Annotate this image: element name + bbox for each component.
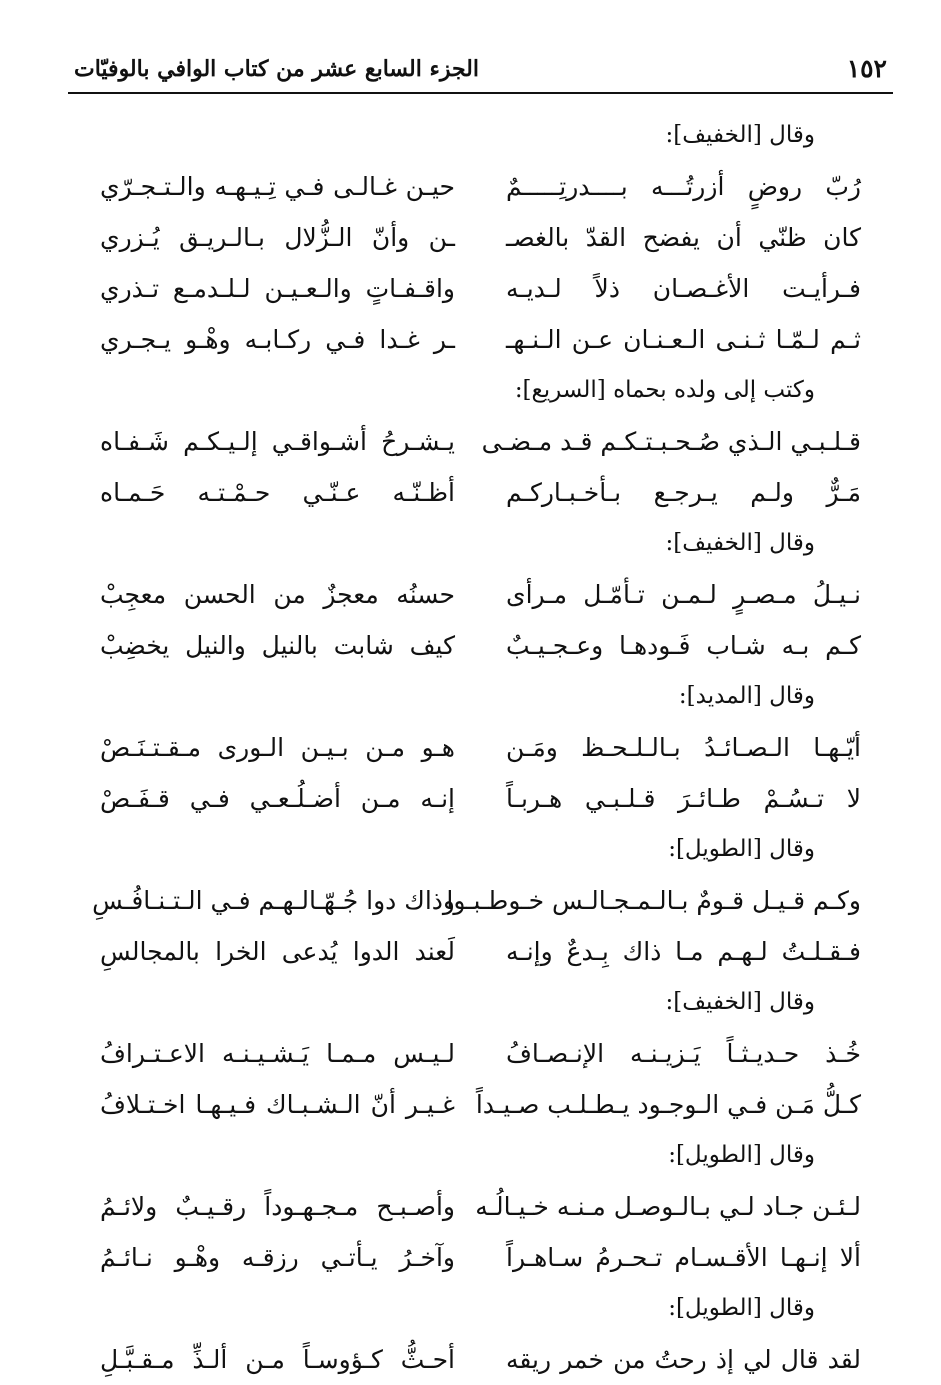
section-intro: وقال [المديد]:	[678, 683, 815, 709]
section-intro: وقال [الطويل]:	[668, 1295, 815, 1321]
verse-line	[100, 212, 861, 263]
first-hemistich: خُـذ حـديـثـاً يَـزيـنـه الإنـصـافُ	[506, 1039, 861, 1068]
first-hemistich: لقد قال لي إذ رحتُ من خمر ريقه	[506, 1345, 861, 1374]
second-hemistich: أظـنّـه عـنّـي حـمْـتـه حَـمـاه	[100, 478, 455, 507]
first-hemistich: فـقـلـتُ لـهـم مـا ذاك بِـدعٌ وإنـه	[506, 937, 861, 966]
first-hemistich: ثـم لـمّـا ثـنـى الـعـنـان عـن الـنـهـ	[506, 325, 861, 354]
second-hemistich: وآخـرُ يـأتـي رزقـه وهْـو نـائـمُ	[100, 1243, 455, 1272]
poem-section	[100, 1130, 861, 1283]
second-hemistich: ـن وأنّ الـزُّلال بـالـريـق يُـزري	[100, 223, 455, 252]
running-title: الجزء السابع عشر من كتاب الوافي بالوفيّات	[74, 56, 479, 82]
poem-section	[100, 671, 861, 824]
second-hemistich: كيف شابت بالنيل والنيل يخضِبْ	[100, 631, 455, 660]
poem-section	[100, 110, 861, 365]
verse-line	[100, 1334, 861, 1385]
first-hemistich: فـرأيـت الأغـصـان ذلاً لـديـه	[506, 274, 861, 303]
verse-line	[100, 467, 861, 518]
second-hemistich: يـشـرحُ أشـواقـي إلـيـكـم شَـفـاه	[100, 427, 455, 456]
section-intro: وقال [الخفيف]:	[665, 530, 815, 556]
verse-line	[100, 1079, 861, 1130]
second-hemistich: حيـن غـالـى فـي تِـيـهـه والـتـجـرّي	[100, 172, 455, 201]
second-hemistich: لَعند الدوا يُدعى الخرا بالمجالسِ	[100, 937, 455, 966]
verse-line	[100, 569, 861, 620]
verse-line	[100, 620, 861, 671]
page-number: ١٥٢	[846, 54, 887, 83]
second-hemistich: إنـه مـن أضـلُـعـي فـي قـفَـصْ	[100, 784, 455, 813]
section-intro: وقال [الطويل]:	[668, 836, 815, 862]
second-hemistich: ـر غـدا فـي ركـابـه وهْـو يـجـري	[100, 325, 455, 354]
first-hemistich: كـلُّ مَـن فـي الـوجـود يـطـلـب صـيـداً	[475, 1090, 861, 1119]
verse-line	[100, 314, 861, 365]
second-hemistich: أحـثُّ كـؤوسـاً مـن ألـذِّ مـقـبَّـلِ	[100, 1345, 455, 1374]
first-hemistich: لا تـسُـمْ طـائـرَ قـلـبـي هـربـاً	[506, 784, 861, 813]
poem-section	[100, 977, 861, 1130]
section-intro: وقال [الطويل]:	[668, 1142, 815, 1168]
first-hemistich: كـم بـه شـاب فَـودهـا وعـجـيـبٌ	[506, 631, 861, 660]
verse-line	[100, 416, 861, 467]
verse-line	[100, 722, 861, 773]
section-intro: وقال [الخفيف]:	[665, 122, 815, 148]
first-hemistich: مَـرٌّ ولـم يـرجـع بـأخـبـاركـم	[506, 478, 861, 507]
second-hemistich: وذاك دوا جُـهّـالـهـم فـي الـتـنـافُـسِ	[92, 886, 455, 915]
verse-line	[100, 263, 861, 314]
first-hemistich: نـيـلُ مـصـرٍ لـمـن تـأمّـل مـرأى	[506, 580, 861, 609]
first-hemistich: أيّـهـا الـصـائـدُ بـالـلـحـظ ومَـن	[506, 733, 861, 762]
page-header	[68, 44, 893, 94]
second-hemistich: واقـفـاتٍ والـعـيـن لـلـدمـع تـذري	[100, 274, 455, 303]
first-hemistich: لـئـن جـاد لـي بـالـوصـل مـنـه خـيـالُـه	[475, 1192, 861, 1221]
poem-section	[100, 1283, 861, 1385]
second-hemistich: وأصـبـح مـجـهـوداً رقـيـبٌ ولائـمُ	[100, 1192, 455, 1221]
verse-line	[100, 1232, 861, 1283]
first-hemistich: قـلـبـي الـذي صُـحـبـتـكـم قـد مـضـى	[481, 427, 861, 456]
second-hemistich: لـيـس مـمـا يَـشـيـنـه الاعـتـرافُ	[100, 1039, 455, 1068]
verse-line	[100, 773, 861, 824]
poem-section	[100, 365, 861, 518]
first-hemistich: ألا إنـهـا الأقـسـام تـحـرمُ سـاهـراً	[506, 1243, 861, 1272]
first-hemistich: رُبّ روضٍ أزرتُـــه بــــدرتِـــــمٌ	[506, 172, 861, 201]
verse-line	[100, 1028, 861, 1079]
verse-line	[100, 161, 861, 212]
second-hemistich: حسنُه معجزٌ من الحسن معجِبْ	[100, 580, 455, 609]
poem-section	[100, 518, 861, 671]
verse-line	[100, 926, 861, 977]
verse-line	[100, 1181, 861, 1232]
poem-section	[92, 824, 861, 977]
section-intro: وقال [الخفيف]:	[665, 989, 815, 1015]
section-intro: وكتب إلى ولده بحماه [السريع]:	[514, 377, 815, 403]
poem-content	[92, 110, 861, 1385]
first-hemistich: كان ظنّي أن يفضح القدّ بالغصـ	[506, 223, 861, 252]
verse-line	[92, 875, 861, 926]
second-hemistich: هـو مـن بـيـن الـورى مـقـتـنَـصْ	[100, 733, 455, 762]
first-hemistich: وكـم قـيـل قـومٌ بـالـمـجـالـس خـوطـبـوا	[446, 886, 861, 915]
second-hemistich: غـيـر أنّ الـشـبـاك فـيـهـا اخـتـلافُ	[100, 1090, 455, 1119]
